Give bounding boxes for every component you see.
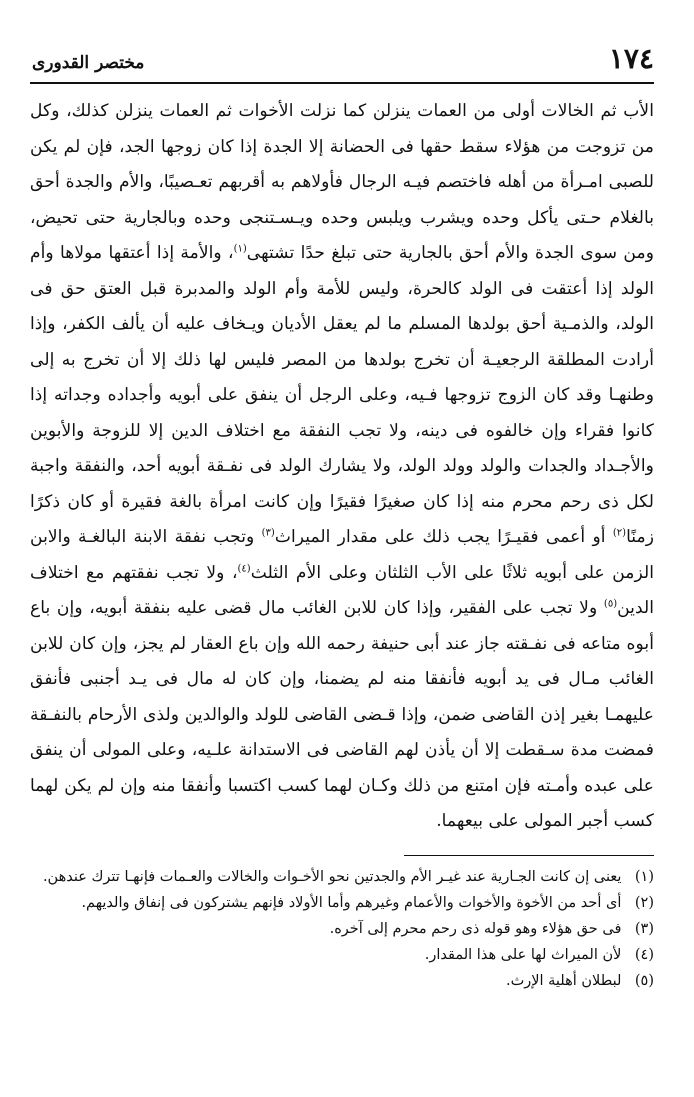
footnote-number: (١) bbox=[634, 869, 654, 885]
footnote-text: لأن الميراث لها على هذا المقدار. bbox=[424, 947, 622, 963]
footnote bbox=[30, 890, 654, 916]
footnote-marker: (٤) bbox=[237, 562, 251, 574]
header-divider bbox=[30, 82, 654, 84]
text-segment: وتجب نفقة الابنة البالغـة والابن الزمن على أبويه ثلاثًا على الأب الثلثان وعلى الأم الثلث bbox=[30, 527, 654, 583]
footnote-text: يعنى إن كانت الجـارية عند غيـر الأم والجدتين نحو الأخـوات والخالات والعـمات فإنهـا تترك عندهن. bbox=[42, 869, 622, 885]
text-segment: ، والأمة إذا أعتقها مولاها وأم الولد إذا أعتقت فى الولد كالحرة، وليس للأمة وأم الولد والمدبرة قبل العتق حق فى الولد، والذمـية أحق بولدها المسلم ما لم يعقل الأديان ويـخاف عليه أن يألف الكفر، وإذا أرادت المطلقة الرجعيـة أن تخرج بولدها من المصر فليس لها ذلك إلا أن تخرج به إلى وطنهـا وقد كان الزوج تزوجها فـيه، وعلى الرجل أن ينفق على أبويه وأجداده وجداته إذا كانوا فقراء وإن خالفوه فى دينه، ولا تجب النفقة مع اختلاف الدين إلا للزوجة والأبوين والأجـداد والجدات والولد وولد الولد، ولا يشارك الولد فى نفـقة أبويه أحد، والنفقة واجبة لكل ذى رحم محرم منه إذا كان صغيرًا فقيرًا وإن كانت امرأة بالغة فقيرة أو كان ذكرًا زمنًا bbox=[30, 243, 654, 547]
page-header bbox=[32, 42, 654, 82]
footnote-text: أى أحد من الأخوة والأخوات والأعمام وغيرهم وأما الأولاد فإنهم يشتركون فى إنفاق والديهم. bbox=[81, 895, 622, 911]
footnote bbox=[30, 864, 654, 890]
footnote-number: (٣) bbox=[634, 921, 654, 937]
footnote-divider bbox=[404, 855, 654, 856]
footnote bbox=[30, 916, 654, 942]
footnote-marker: (٥) bbox=[603, 598, 618, 610]
footnote bbox=[30, 968, 654, 994]
main-text bbox=[30, 94, 654, 840]
footnote-marker: (٣) bbox=[261, 527, 275, 539]
text-segment: أو أعمى فقيـرًا يجب ذلك على مقدار الميراث bbox=[274, 527, 613, 547]
footnote-text: فى حق هؤلاء وهو قوله ذى رحم محرم إلى آخره. bbox=[329, 921, 622, 937]
footnote-marker: (١) bbox=[233, 243, 247, 255]
footnote-marker: (٢) bbox=[612, 527, 627, 539]
footnote bbox=[30, 942, 654, 968]
page-number: ١٧٤ bbox=[608, 42, 654, 75]
footnotes bbox=[30, 864, 654, 994]
footnote-number: (٢) bbox=[634, 895, 654, 911]
book-title: مختصر القدورى bbox=[32, 53, 145, 73]
footnote-number: (٥) bbox=[634, 973, 654, 989]
text-segment: ولا تجب على الفقير، وإذا كان للابن الغائب مال قضى عليه بنفقة أبويه، وإن باع أبوه متاعه فى نفـقته جاز عند أبى حنيفة رحمه الله وإن باع العقار لم يجز، وإن كان للابن الغائب مـال فى يد أبويه فأنفقا منه لم يضمنا، وإن كان له مال فى يـد أجنبى فأنفق عليهمـا بغير إذن القاضى ضمن، وإذا قـضى القاضى للولد والوالدين ولذى الأرحام بالنفـقة فمضت مدة سـقطت إلا أن يأذن لهم القاضى فى الاستدانة علـيه، وعلى المولى أن ينفق على عبده وأمـته فإن امتنع من ذلك وكـان لهما كسب اكتسبا وأنفقا منه وإن لم يكن لهما كسب أجبر المولى على بيعهما. bbox=[30, 598, 654, 831]
footnote-text: لبطلان أهلية الإرث. bbox=[505, 973, 622, 989]
text-segment: الأب ثم الخالات أولى من العمات ينزلن كما نزلت الأخوات ثم العمات ينزلن كذلك، وكل من تزوجت من هؤلاء سقط حقها فى الحضانة إلا الجدة إذا كان زوجها الجد، فإن لم يكن للصبى امـرأة من أهله فاختصم فيـه الرجال فأولاهم به أقربهم تعـصيبًا، والأم والجدة أحق بالغلام حـتى يأكل وحده ويشرب ويلبس وحده ويـسـتنجى وحده وبالجارية حتى تحيض، ومن سوى الجدة والأم أحق بالجارية حتى تبلغ حدًا تشتهى bbox=[30, 101, 655, 263]
footnote-number: (٤) bbox=[634, 947, 654, 963]
text-segment: ، ولا تجب نفقتهم مع اختلاف الدين bbox=[30, 562, 654, 618]
